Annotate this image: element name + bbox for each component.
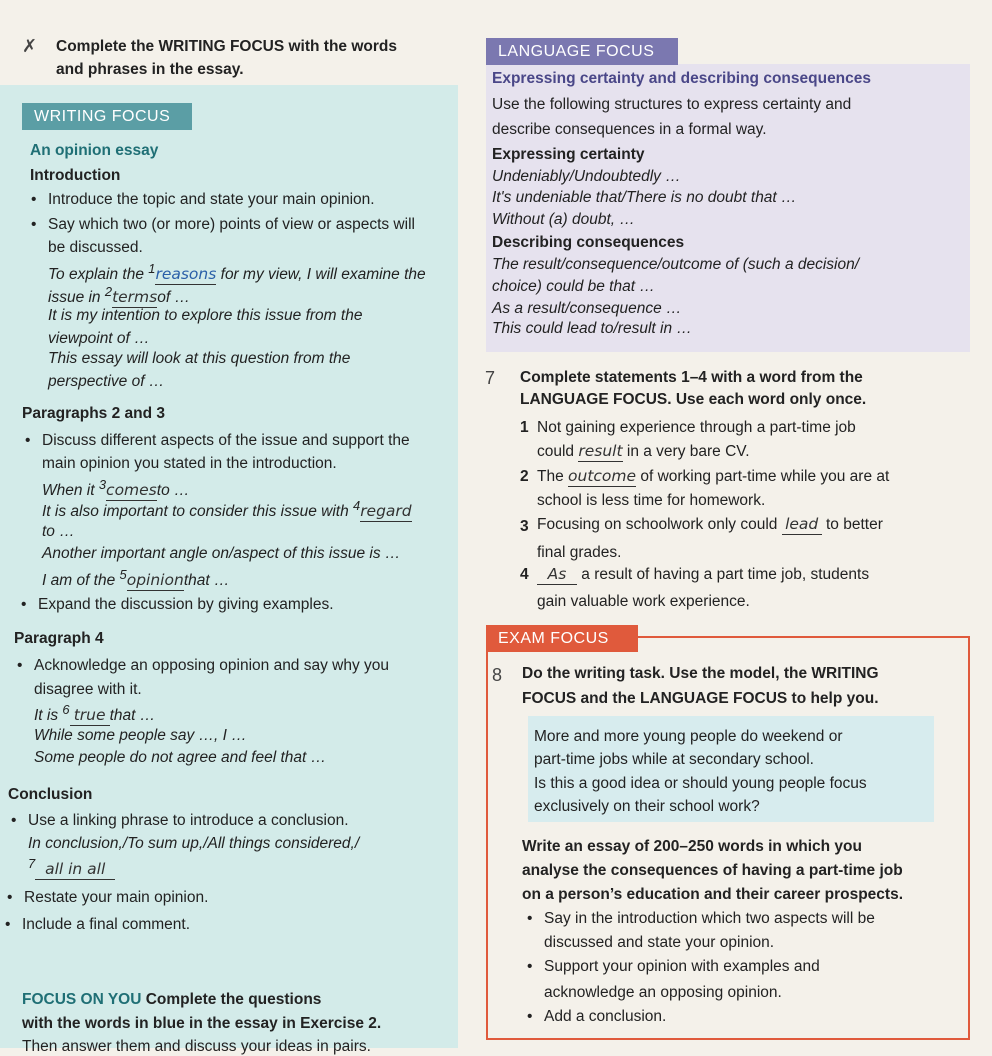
p23-bullet-1-cont: main opinion you stated in the introduction. (42, 455, 337, 472)
statement-1: Not gaining experience through a part-time job (537, 419, 856, 436)
statement-2: The outcome of working part-time while you are at (537, 467, 890, 485)
language-focus-tab: LANGUAGE FOCUS (486, 38, 678, 65)
paragraph-4-title: Paragraph 4 (14, 630, 104, 647)
answer-3[interactable]: comes (106, 481, 157, 500)
exercise-7-instruction: Complete statements 1–4 with a word from the (520, 369, 863, 386)
s3-number: 3 (520, 518, 529, 535)
task-line-3: on a person’s education and their career prospects. (522, 886, 904, 903)
paragraphs-2-3-title: Paragraphs 2 and 3 (22, 405, 166, 422)
p23-phrase-5: I am of the $^5$opinionthat … (42, 567, 230, 590)
prompt-line-4: exclusively on their school work? (534, 798, 760, 815)
task-bullet-3: • Add a conclusion. (544, 1008, 666, 1026)
section-heading: An opinion essay (30, 142, 159, 159)
conclusion-bullet-1: • Use a linking phrase to introduce a conclusion. (28, 812, 349, 830)
focus-on-you-line-3: Then answer them and discuss your ideas in pairs. (22, 1038, 371, 1055)
intro-phrase-3: It is my intention to explore this issue from the (48, 307, 363, 324)
s2-number: 2 (520, 468, 529, 485)
writing-focus-tab: WRITING FOCUS (22, 103, 192, 130)
consequence-2: choice) could be that … (492, 278, 655, 295)
consequences-title: Describing consequences (492, 234, 685, 251)
language-intro-1: Use the following structures to express certainty and (492, 96, 852, 113)
conclusion-bullet-2: • Restate your main opinion. (24, 889, 208, 907)
answer-7[interactable]: all in all (35, 861, 115, 880)
exercise-8-instruction: Do the writing task. Use the model, the WRITING (522, 665, 879, 682)
intro-bullet-2: • Say which two (or more) points of view or aspects will (48, 216, 415, 234)
answer-s1[interactable]: result (578, 442, 623, 460)
intro-bullet-1: • Introduce the topic and state your main opinion. (48, 191, 375, 209)
p4-bullet-1: • Acknowledge an opposing opinion and say why you (34, 657, 389, 675)
intro-phrase-6: perspective of … (48, 373, 165, 390)
p23-phrase-4: Another important angle on/aspect of this issue is … (42, 545, 401, 562)
conclusion-phrase-2: $^7$ all in all (28, 857, 115, 880)
p4-bullet-1-cont: disagree with it. (34, 681, 142, 698)
task-line-1: Write an essay of 200–250 words in which you (522, 838, 862, 855)
intro-phrase-5: This essay will look at this question from the (48, 350, 351, 367)
statement-2-cont: school is less time for homework. (537, 492, 766, 509)
p4-phrase-2: While some people say …, I … (34, 727, 247, 744)
p4-phrase-1: It is $^6$ true that … (34, 702, 156, 725)
answer-4[interactable]: regard (360, 502, 412, 521)
exam-focus-tab: EXAM FOCUS (486, 625, 638, 652)
p4-phrase-3: Some people do not agree and feel that … (34, 749, 327, 766)
conclusion-bullet-3: • Include a final comment. (22, 916, 190, 934)
answer-6[interactable]: true (70, 707, 110, 726)
prompt-line-1: More and more young people do weekend or (534, 728, 843, 745)
s4-number: 4 (520, 566, 529, 583)
intro-phrase-2: issue in $^2$termsof … (48, 284, 190, 307)
answer-s4[interactable]: As (537, 566, 577, 585)
p23-phrase-3: to … (42, 523, 75, 540)
certainty-title: Expressing certainty (492, 146, 645, 163)
intro-phrase-1: To explain the $^1$reasons for my view, I will examine the (48, 261, 426, 284)
focus-on-you-line-1: FOCUS ON YOU Complete the questions (22, 991, 322, 1008)
statement-3: Focusing on schoolwork only could lead to better (537, 515, 883, 533)
p23-phrase-2: It is also important to consider this issue with $^4$regard (42, 498, 412, 521)
certainty-1: Undeniably/Undoubtedly … (492, 168, 681, 185)
exercise-7-instruction-cont: LANGUAGE FOCUS. Use each word only once. (520, 391, 867, 408)
consequence-3: As a result/consequence … (492, 300, 682, 317)
statement-4: As a result of having a part time job, students (537, 566, 869, 585)
task-bullet-2: • Support your opinion with examples and (544, 958, 820, 976)
task-bullet-1-cont: discussed and state your opinion. (544, 934, 775, 951)
task-bullet-2-cont: acknowledge an opposing opinion. (544, 984, 782, 1001)
statement-3-cont: final grades. (537, 544, 622, 561)
task-line-2: analyse the consequences of having a part-time job (522, 862, 903, 879)
exercise-instruction: Complete the WRITING FOCUS with the words (56, 38, 397, 55)
certainty-2: It's undeniable that/There is no doubt that … (492, 189, 797, 206)
consequence-4: This could lead to/result in … (492, 320, 692, 337)
language-intro-2: describe consequences in a formal way. (492, 121, 767, 138)
exercise-7-number: 7 (485, 368, 496, 388)
p23-bullet-1: • Discuss different aspects of the issue and support the (42, 432, 410, 450)
exercise-8-instruction-cont: FOCUS and the LANGUAGE FOCUS to help you. (522, 690, 879, 707)
prompt-line-2: part-time jobs while at secondary school. (534, 751, 814, 768)
p23-phrase-1: When it $^3$comesto … (42, 477, 190, 500)
answer-2[interactable]: terms (112, 288, 158, 307)
statement-1-cont: could result in a very bare CV. (537, 442, 750, 460)
conclusion-title: Conclusion (8, 786, 93, 803)
slash-icon: ✗ (22, 36, 38, 56)
conclusion-phrase-1: In conclusion,/To sum up,/All things considered,/ (28, 835, 360, 852)
introduction-title: Introduction (30, 167, 121, 184)
intro-bullet-2-cont: be discussed. (48, 239, 143, 256)
prompt-line-3: Is this a good idea or should young people focus (534, 775, 867, 792)
certainty-3: Without (a) doubt, … (492, 211, 635, 228)
s1-number: 1 (520, 419, 529, 436)
focus-on-you-line-2: with the words in blue in the essay in Exercise 2. (22, 1015, 382, 1032)
consequence-1: The result/consequence/outcome of (such a decision/ (492, 256, 860, 273)
exercise-8-number: 8 (492, 665, 503, 685)
exercise-instruction-cont: and phrases in the essay. (56, 61, 244, 78)
p23-bullet-2: • Expand the discussion by giving examples. (38, 596, 334, 614)
answer-s3[interactable]: lead (782, 516, 822, 535)
task-bullet-1: • Say in the introduction which two aspects will be (544, 910, 875, 928)
answer-s2[interactable]: outcome (568, 467, 637, 485)
answer-1[interactable]: reasons (155, 265, 217, 284)
statement-4-cont: gain valuable work experience. (537, 593, 750, 610)
answer-5[interactable]: opinion (126, 571, 184, 590)
language-focus-heading: Expressing certainty and describing consequences (492, 70, 872, 87)
intro-phrase-4: viewpoint of … (48, 330, 150, 347)
